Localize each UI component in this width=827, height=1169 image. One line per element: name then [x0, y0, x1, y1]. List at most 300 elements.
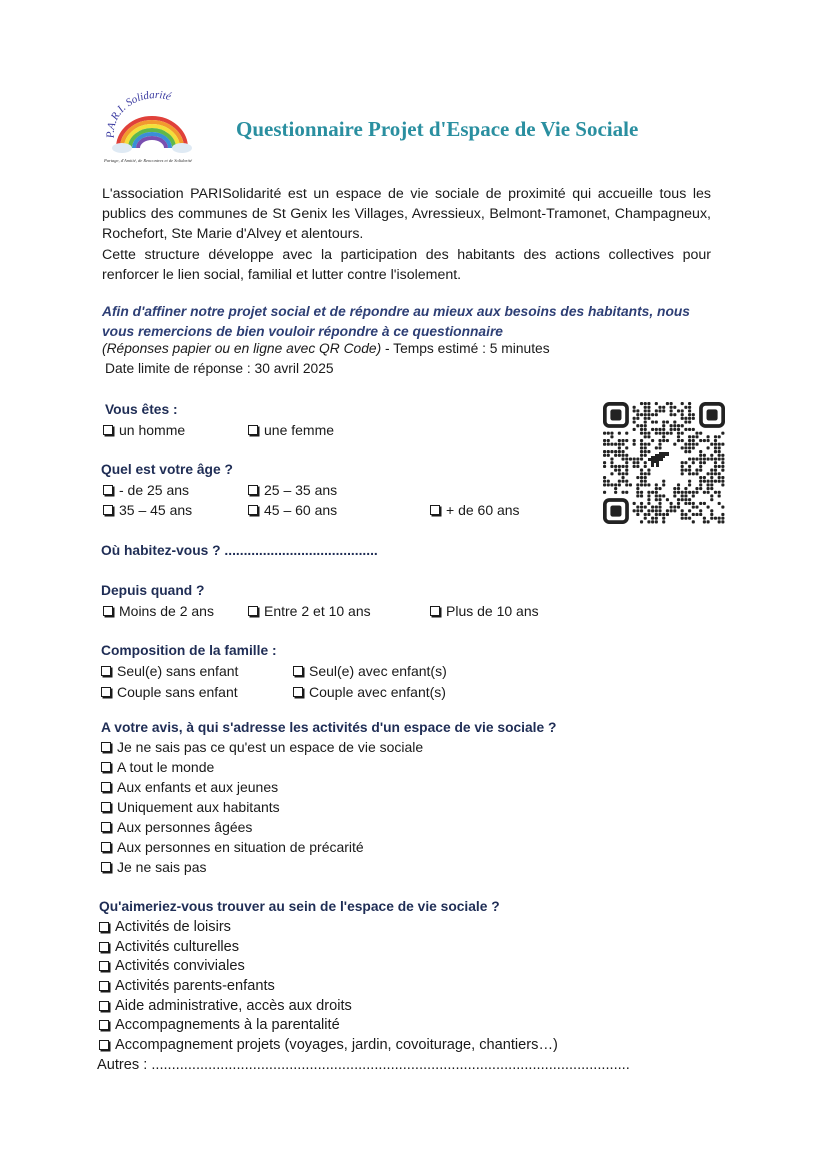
qr-module [658, 487, 661, 490]
option-age-45-60[interactable]: 45 – 60 ans [248, 502, 337, 518]
qr-module [644, 465, 647, 468]
qr-module [670, 406, 673, 409]
qr-module [688, 420, 691, 423]
qr-module [692, 413, 695, 416]
qr-module [621, 480, 624, 483]
qr-module [673, 509, 676, 512]
qr-module [714, 480, 717, 483]
checkbox-icon[interactable] [248, 425, 258, 435]
qr-module [640, 443, 643, 446]
qr-module [703, 480, 706, 483]
qr-module [647, 502, 650, 505]
qr-module [688, 502, 691, 505]
qr-module [688, 406, 691, 409]
qr-module [703, 502, 706, 505]
qr-finder-center [610, 409, 621, 420]
checkbox-icon[interactable] [248, 606, 258, 616]
qr-module [673, 413, 676, 416]
qr-module [699, 480, 702, 483]
qr-module [695, 457, 698, 460]
list-item[interactable]: A tout le monde [101, 757, 423, 777]
checkbox-icon[interactable] [103, 485, 113, 495]
qr-module [614, 465, 617, 468]
checkbox-icon[interactable] [430, 606, 440, 616]
checkbox-icon[interactable] [101, 802, 111, 812]
checkbox-icon[interactable] [293, 666, 303, 676]
checkbox-icon[interactable] [99, 1001, 109, 1011]
qr-module [655, 506, 658, 509]
qr-module [644, 402, 647, 405]
list-item[interactable]: Accompagnement projets (voyages, jardin, covoiturage, chantiers…) [99, 1035, 630, 1055]
qr-module [703, 439, 706, 442]
qr-module [692, 502, 695, 505]
checkbox-icon[interactable] [103, 425, 113, 435]
option-less-2-years[interactable]: Moins de 2 ans [103, 603, 214, 619]
qr-module [640, 450, 643, 453]
qr-module [625, 457, 628, 460]
qr-module [625, 461, 628, 464]
qr-module [666, 513, 669, 516]
qr-module [662, 517, 665, 520]
qr-module [644, 435, 647, 438]
qr-module [658, 509, 661, 512]
option-more-10-years[interactable]: Plus de 10 ans [430, 603, 539, 619]
audience-options [101, 737, 423, 877]
option-age-35-45[interactable]: 35 – 45 ans [103, 502, 192, 518]
qr-module [670, 413, 673, 416]
option-2-10-years[interactable]: Entre 2 et 10 ans [248, 603, 371, 619]
qr-module [618, 472, 621, 475]
qr-module [684, 513, 687, 516]
qr-module [636, 506, 639, 509]
qr-module [621, 443, 624, 446]
qr-module [625, 480, 628, 483]
qr-module [644, 480, 647, 483]
qr-module [640, 494, 643, 497]
qr-module [688, 517, 691, 520]
qr-module [673, 428, 676, 431]
qr-module [718, 454, 721, 457]
qr-module [684, 461, 687, 464]
qr-module [695, 435, 698, 438]
intro-paragraph-1: L'association PARISolidarité est un espace de vie sociale de proximité qui accueille tous les publics des communes de St Genix les Villages, Avressieux, Belmont-Tramonet, Champagneux, Rochefort, Ste Marie d'Alvey et alentours. [102, 186, 711, 243]
list-item[interactable]: Uniquement aux habitants [101, 797, 423, 817]
qr-module [644, 424, 647, 427]
qr-module [688, 413, 691, 416]
qr-module [707, 457, 710, 460]
qr-module [677, 491, 680, 494]
other-field[interactable]: Autres : ...................................................................................................................... [97, 1056, 630, 1073]
qr-module [621, 472, 624, 475]
qr-module [703, 517, 706, 520]
qr-module [636, 476, 639, 479]
qr-module [610, 465, 613, 468]
qr-module [681, 446, 684, 449]
checkbox-icon[interactable] [103, 505, 113, 515]
qr-module [677, 487, 680, 490]
option-single-no-child[interactable]: Seul(e) sans enfant [101, 663, 238, 679]
qr-module [625, 432, 628, 435]
list-item[interactable]: Je ne sais pas [101, 857, 423, 877]
qr-module [655, 432, 658, 435]
qr-module [699, 457, 702, 460]
qr-module [670, 402, 673, 405]
qr-module [614, 491, 617, 494]
qr-module [681, 509, 684, 512]
question-residence[interactable]: Où habitez-vous ? ........................................ [101, 543, 378, 558]
list-item[interactable]: Aux personnes en situation de précarité [101, 837, 423, 857]
qr-module [607, 443, 610, 446]
qr-module [610, 443, 613, 446]
qr-module [655, 402, 658, 405]
qr-module [658, 428, 661, 431]
qr-module [710, 513, 713, 516]
qr-module [610, 457, 613, 460]
qr-module [644, 513, 647, 516]
qr-module [636, 494, 639, 497]
option-couple-with-child[interactable]: Couple avec enfant(s) [293, 684, 446, 700]
qr-module [718, 457, 721, 460]
qr-module [673, 424, 676, 427]
qr-module [710, 509, 713, 512]
qr-module [603, 461, 606, 464]
qr-module [618, 446, 621, 449]
qr-module [692, 513, 695, 516]
qr-module [618, 469, 621, 472]
qr-module [688, 450, 691, 453]
list-item[interactable]: Activités conviviales [99, 956, 630, 976]
qr-module [707, 446, 710, 449]
qr-module [718, 480, 721, 483]
qr-module [603, 432, 606, 435]
qr-module [684, 469, 687, 472]
qr-module [692, 439, 695, 442]
qr-module [718, 435, 721, 438]
qr-module [714, 435, 717, 438]
qr-module [721, 469, 724, 472]
qr-module [614, 487, 617, 490]
qr-module [614, 443, 617, 446]
checkbox-icon[interactable] [101, 842, 111, 852]
qr-module [684, 443, 687, 446]
qr-module [633, 428, 636, 431]
qr-module [636, 483, 639, 486]
list-item[interactable]: Activités parents-enfants [99, 976, 630, 996]
qr-module [644, 450, 647, 453]
qr-module [662, 424, 665, 427]
qr-module [692, 494, 695, 497]
qr-module [670, 509, 673, 512]
qr-module [621, 450, 624, 453]
checkbox-icon[interactable] [99, 1040, 109, 1050]
option-female[interactable]: une femme [248, 422, 334, 438]
qr-module [684, 446, 687, 449]
qr-module [651, 509, 654, 512]
checkbox-icon[interactable] [248, 485, 258, 495]
qr-module [677, 409, 680, 412]
qr-module [640, 472, 643, 475]
qr-module [718, 520, 721, 523]
qr-module [684, 420, 687, 423]
qr-module [673, 443, 676, 446]
list-item[interactable]: Aide administrative, accès aux droits [99, 996, 630, 1016]
qr-module [625, 439, 628, 442]
qr-module [692, 461, 695, 464]
qr-module [640, 439, 643, 442]
checkbox-icon[interactable] [99, 981, 109, 991]
checkbox-icon[interactable] [101, 862, 111, 872]
qr-module [644, 476, 647, 479]
qr-module [625, 454, 628, 457]
list-item[interactable]: Activités culturelles [99, 937, 630, 957]
qr-module [625, 491, 628, 494]
qr-module [662, 513, 665, 516]
qr-module [692, 435, 695, 438]
qr-module [625, 446, 628, 449]
qr-module [699, 483, 702, 486]
qr-code[interactable] [603, 402, 725, 524]
qr-module [707, 491, 710, 494]
checkbox-icon[interactable] [101, 666, 111, 676]
qr-module [662, 435, 665, 438]
qr-module [647, 406, 650, 409]
qr-module [647, 483, 650, 486]
qr-module [640, 428, 643, 431]
qr-module [603, 439, 606, 442]
qr-module [673, 420, 676, 423]
qr-module [651, 428, 654, 431]
option-couple-no-child[interactable]: Couple sans enfant [101, 684, 238, 700]
checkbox-icon[interactable] [101, 687, 111, 697]
qr-module [655, 494, 658, 497]
list-item[interactable]: Aux personnes âgées [101, 817, 423, 837]
qr-module [636, 509, 639, 512]
qr-module [621, 457, 624, 460]
qr-module [640, 509, 643, 512]
qr-module [644, 446, 647, 449]
qr-module [695, 487, 698, 490]
qr-module [681, 439, 684, 442]
qr-module [621, 491, 624, 494]
qr-module [651, 506, 654, 509]
qr-module [636, 491, 639, 494]
qr-module [651, 413, 654, 416]
qr-module [703, 457, 706, 460]
qr-module [681, 491, 684, 494]
qr-module [710, 494, 713, 497]
checkbox-icon[interactable] [101, 762, 111, 772]
checkbox-icon[interactable] [99, 961, 109, 971]
qr-module [710, 443, 713, 446]
qr-module [651, 491, 654, 494]
option-male[interactable]: un homme [103, 422, 185, 438]
qr-module [688, 402, 691, 405]
checkbox-icon[interactable] [99, 922, 109, 932]
qr-module [681, 469, 684, 472]
qr-module [633, 465, 636, 468]
qr-module [647, 417, 650, 420]
qr-module [688, 491, 691, 494]
qr-module [640, 506, 643, 509]
qr-module [681, 424, 684, 427]
qr-module [688, 498, 691, 501]
checkbox-icon[interactable] [248, 505, 258, 515]
qr-module [662, 520, 665, 523]
qr-module [636, 465, 639, 468]
checkbox-icon[interactable] [99, 942, 109, 952]
list-item[interactable]: Aux enfants et aux jeunes [101, 777, 423, 797]
qr-module [655, 520, 658, 523]
qr-module [714, 472, 717, 475]
qr-module [714, 461, 717, 464]
qr-module [618, 439, 621, 442]
qr-module [640, 476, 643, 479]
invitation-text: Afin d'affiner notre projet social et de répondre au mieux aux besoins des habitants, nous vous remercions de bien vouloir répondre à ce questionnaire [102, 304, 690, 339]
qr-module [692, 506, 695, 509]
qr-module [633, 509, 636, 512]
qr-module [647, 409, 650, 412]
page-title: Questionnaire Projet d'Espace de Vie Sociale [236, 117, 639, 141]
qr-module [688, 417, 691, 420]
qr-module [644, 461, 647, 464]
qr-module [688, 472, 691, 475]
qr-module [707, 480, 710, 483]
qr-module [688, 446, 691, 449]
qr-module [610, 432, 613, 435]
qr-module [636, 413, 639, 416]
association-logo [100, 89, 210, 170]
qr-module [703, 454, 706, 457]
checkbox-icon[interactable] [430, 505, 440, 515]
qr-module [673, 506, 676, 509]
qr-module [651, 517, 654, 520]
qr-module [684, 417, 687, 420]
qr-module [636, 461, 639, 464]
qr-module [607, 480, 610, 483]
qr-module [614, 450, 617, 453]
qr-module [710, 498, 713, 501]
qr-module [681, 517, 684, 520]
option-age-25-35[interactable]: 25 – 35 ans [248, 482, 337, 498]
option-age-under-25[interactable]: - de 25 ans [103, 482, 189, 498]
qr-module [670, 502, 673, 505]
qr-module [618, 450, 621, 453]
qr-module [658, 498, 661, 501]
qr-module [658, 409, 661, 412]
qr-module [721, 520, 724, 523]
qr-module [681, 409, 684, 412]
qr-module [662, 428, 665, 431]
qr-module [710, 483, 713, 486]
checkbox-icon[interactable] [101, 742, 111, 752]
qr-module [651, 420, 654, 423]
qr-module [681, 513, 684, 516]
qr-module [688, 509, 691, 512]
qr-module [655, 509, 658, 512]
qr-module [718, 465, 721, 468]
qr-module [610, 472, 613, 475]
qr-module [688, 443, 691, 446]
checkbox-icon[interactable] [99, 1020, 109, 1030]
qr-module [647, 498, 650, 501]
qr-module [699, 465, 702, 468]
qr-module [721, 443, 724, 446]
qr-module [625, 465, 628, 468]
qr-module [644, 406, 647, 409]
question-audience: A votre avis, à qui s'adresse les activités d'un espace de vie sociale ? [101, 720, 557, 735]
qr-module [621, 476, 624, 479]
qr-module [707, 506, 710, 509]
checkbox-icon[interactable] [103, 606, 113, 616]
qr-module [721, 476, 724, 479]
qr-module [640, 432, 643, 435]
qr-module [655, 413, 658, 416]
option-single-with-child[interactable]: Seul(e) avec enfant(s) [293, 663, 447, 679]
qr-module [695, 491, 698, 494]
qr-module [714, 517, 717, 520]
qr-module [677, 439, 680, 442]
qr-module [644, 443, 647, 446]
question-wishes: Qu'aimeriez-vous trouver au sein de l'espace de vie sociale ? [99, 899, 500, 914]
qr-module [647, 520, 650, 523]
qr-module [699, 450, 702, 453]
checkbox-icon[interactable] [101, 822, 111, 832]
rainbow-icon [118, 118, 186, 148]
qr-module [688, 483, 691, 486]
qr-module [618, 454, 621, 457]
list-item[interactable]: Activités de loisirs [99, 917, 630, 937]
qr-module [695, 506, 698, 509]
qr-module [692, 520, 695, 523]
qr-module [644, 417, 647, 420]
qr-module [721, 517, 724, 520]
qr-module [688, 480, 691, 483]
qr-module [695, 443, 698, 446]
qr-module [692, 457, 695, 460]
qr-module [647, 513, 650, 516]
qr-module [625, 469, 628, 472]
qr-module [640, 446, 643, 449]
qr-module [636, 513, 639, 516]
qr-module [614, 454, 617, 457]
qr-module [673, 491, 676, 494]
qr-module [633, 502, 636, 505]
qr-module [707, 487, 710, 490]
qr-module [703, 461, 706, 464]
qr-module [684, 498, 687, 501]
option-age-over-60[interactable]: + de 60 ans [430, 502, 520, 518]
qr-module [633, 443, 636, 446]
list-item[interactable]: Je ne sais pas ce qu'est un espace de vie sociale [101, 737, 423, 757]
checkbox-icon[interactable] [293, 687, 303, 697]
qr-module [666, 420, 669, 423]
qr-module [681, 498, 684, 501]
checkbox-icon[interactable] [101, 782, 111, 792]
qr-code-icon [603, 402, 725, 524]
qr-module [688, 435, 691, 438]
list-item[interactable]: Accompagnements à la parentalité [99, 1015, 630, 1035]
qr-finder-center [610, 506, 621, 517]
qr-module [607, 454, 610, 457]
qr-module [603, 483, 606, 486]
qr-module [640, 454, 643, 457]
qr-module [658, 513, 661, 516]
qr-module [681, 417, 684, 420]
qr-module [718, 494, 721, 497]
qr-module [658, 439, 661, 442]
qr-module [684, 428, 687, 431]
qr-module [662, 409, 665, 412]
